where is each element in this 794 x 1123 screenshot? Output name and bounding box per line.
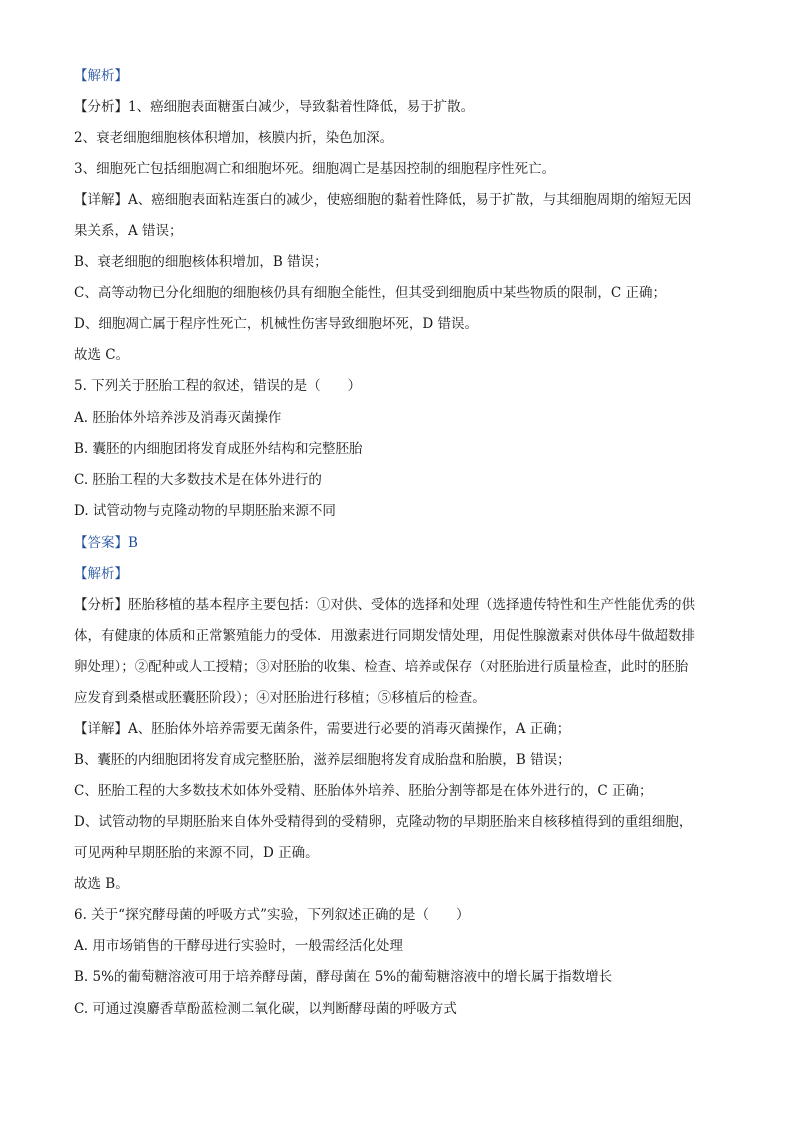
answer-tag: 【答案】B bbox=[74, 535, 138, 551]
analysis-line: 【分析】胚胎移植的基本程序主要包括：①对供、受体的选择和处理（选择遗传特性和生产性能优秀的供 bbox=[74, 597, 695, 613]
question-5-option-a: A. 胚胎体外培养涉及消毒灭菌操作 bbox=[74, 410, 282, 426]
question-6-option-a: A. 用市场销售的干酵母进行实验时，一般需经活化处理 bbox=[74, 938, 403, 954]
text-line: B、囊胚的内细胞团将发育成完整胚胎，滋养层细胞将发育成胎盘和胎膜，B 错误； bbox=[74, 752, 571, 768]
text-line: 可见两种早期胚胎的来源不同，D 正确。 bbox=[74, 845, 319, 861]
text-line: 体，有健康的体质和正常繁殖能力的受体．用激素进行同期发情处理，用促性腺激素对供体母牛做超数排 bbox=[74, 628, 695, 644]
detail-line: 【详解】A、胚胎体外培养需要无菌条件，需要进行必要的消毒灭菌操作，A 正确； bbox=[74, 721, 571, 737]
text-line: 2、衰老细胞细胞核体积增加，核膜内折，染色加深。 bbox=[74, 130, 394, 146]
text-line: 卵处理）；②配种或人工授精；③对胚胎的收集、检查、培养或保存（对胚胎进行质量检查，此时的胚胎 bbox=[74, 659, 689, 675]
detail-line: 【详解】A、癌细胞表面粘连蛋白的减少，使癌细胞的黏着性降低，易于扩散，与其细胞周期的缩短无因 bbox=[74, 192, 692, 208]
question-6-option-c: C. 可通过溴麝香草酚蓝检测二氧化碳，以判断酵母菌的呼吸方式 bbox=[74, 1001, 457, 1017]
question-6-option-b: B. 5%的葡萄糖溶液可用于培养酵母菌，酵母菌在 5%的葡萄糖溶液中的增长属于指数增长 bbox=[74, 969, 613, 985]
section-tag-jiexi: 【解析】 bbox=[74, 566, 128, 582]
question-5-option-d: D. 试管动物与克隆动物的早期胚胎来源不同 bbox=[74, 503, 336, 519]
text-line: C、胚胎工程的大多数技术如体外受精、胚胎体外培养、胚胎分割等都是在体外进行的，C 正确； bbox=[74, 783, 653, 799]
text-line: B、衰老细胞的细胞核体积增加，B 错误； bbox=[74, 254, 328, 270]
conclusion-line: 故选 C。 bbox=[74, 347, 130, 363]
question-5-option-c: C. 胚胎工程的大多数技术是在体外进行的 bbox=[74, 472, 322, 488]
text-line: D、细胞凋亡属于程序性死亡，机械性伤害导致细胞坏死，D 错误。 bbox=[74, 316, 478, 332]
text-line: 3、细胞死亡包括细胞凋亡和细胞坏死。细胞凋亡是基因控制的细胞程序性死亡。 bbox=[74, 161, 556, 177]
question-6-stem: 6. 关于“探究酵母菌的呼吸方式”实验，下列叙述正确的是（ ） bbox=[74, 907, 470, 923]
text-line: 应发育到桑椹或胚囊胚阶段）；④对胚胎进行移植；⑤移植后的检查。 bbox=[74, 690, 486, 706]
analysis-line: 【分析】1、癌细胞表面糖蛋白减少，导致黏着性降低，易于扩散。 bbox=[74, 99, 475, 115]
conclusion-line: 故选 B。 bbox=[74, 876, 129, 892]
text-line: D、试管动物的早期胚胎来自体外受精得到的受精卵，克隆动物的早期胚胎来自核移植得到的重组细胞， bbox=[74, 814, 693, 830]
section-tag-jiexi: 【解析】 bbox=[74, 68, 128, 84]
text-line: 果关系，A 错误； bbox=[74, 223, 183, 239]
question-5-stem: 5. 下列关于胚胎工程的叙述，错误的是（ ） bbox=[74, 378, 362, 394]
text-line: C、高等动物已分化细胞的细胞核仍具有细胞全能性，但其受到细胞质中某些物质的限制，C 正确； bbox=[74, 285, 666, 301]
question-5-option-b: B. 囊胚的内细胞团将发育成胚外结构和完整胚胎 bbox=[74, 441, 363, 457]
